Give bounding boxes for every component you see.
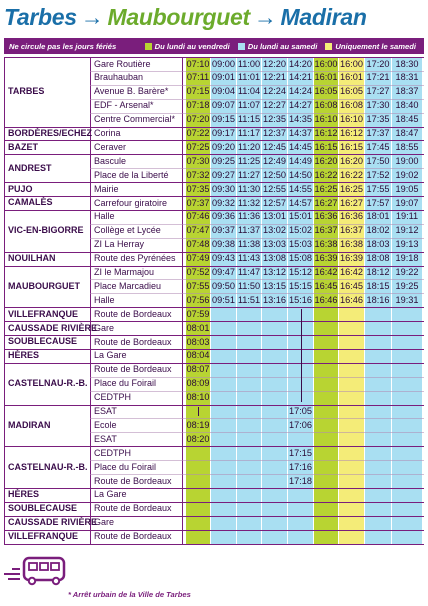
departure-time: 18:15: [366, 280, 390, 291]
departure-time: 07:11: [186, 72, 210, 83]
departure-time: 19:13: [395, 239, 419, 250]
departure-time: 11:37: [237, 225, 261, 236]
departure-time: 09:50: [212, 280, 235, 291]
stop-name: Avenue B. Barère*: [94, 86, 169, 97]
departure-time: 16:12: [314, 128, 338, 138]
departure-time: 11:36: [237, 211, 261, 222]
departure-time: 18:01: [366, 211, 390, 222]
departure-time: 12:50: [263, 169, 286, 180]
departure-time: 07:56: [186, 294, 210, 305]
stop-name: Route de Bordeaux: [94, 503, 172, 514]
departure-time: 18:02: [366, 225, 390, 236]
departure-time: 09:51: [212, 294, 235, 305]
departure-time: 08:04: [186, 350, 210, 361]
departure-time: 18:37: [395, 86, 419, 97]
departure-time: 18:55: [395, 141, 419, 152]
departure-time: 09:32: [212, 197, 235, 208]
departure-time: 17:18: [289, 475, 312, 486]
departure-time: 07:10: [186, 58, 210, 69]
row-divider: [4, 363, 424, 364]
town-name: VIC-EN-BIGORRE: [8, 225, 84, 236]
departure-time: 07:25: [186, 141, 210, 152]
departure-time: 08:20: [186, 433, 210, 444]
stop-name: CEDTPH: [94, 447, 132, 458]
stop-name: Place du Foirail: [94, 461, 157, 472]
town-name: MADIRAN: [8, 419, 51, 430]
departure-time: 11:20: [237, 141, 261, 152]
departure-time: 14:24: [289, 86, 312, 97]
footnote: * Arrêt urbain de la Ville de Tarbes: [68, 590, 191, 599]
legend-label: Du lundi au samedi: [247, 41, 318, 51]
departure-time: 17:37: [366, 128, 390, 138]
departure-time: 16:27: [340, 197, 363, 208]
stop-name: ESAT: [94, 406, 117, 416]
stop-name: Route de Bordeaux: [94, 475, 172, 486]
departure-time: 17:27: [366, 86, 390, 97]
departure-time: 16:45: [340, 280, 363, 291]
departure-time: 11:25: [237, 155, 261, 166]
departure-time: 15:16: [289, 294, 312, 305]
departure-time: 09:00: [212, 58, 235, 69]
town-name: CAUSSADE RIVIÈRE: [8, 322, 98, 333]
departure-time: 12:20: [263, 58, 286, 69]
stop-name: Place du Foirail: [94, 378, 157, 389]
departure-time: 11:17: [237, 128, 261, 138]
bus-icon: [4, 552, 86, 586]
town-name: CAMALÈS: [8, 197, 53, 208]
departure-time: 09:07: [212, 100, 235, 111]
legend-label: Uniquement le samedi: [335, 41, 416, 51]
departure-time: 07:22: [186, 128, 210, 138]
departure-time: 07:20: [186, 114, 210, 125]
departure-time: 07:59: [186, 308, 210, 319]
stop-name: Halle: [94, 294, 115, 305]
departure-time: 16:36: [340, 211, 363, 222]
departure-time: 09:43: [212, 253, 235, 264]
departure-time: 17:15: [289, 447, 312, 458]
departure-time: 16:01: [314, 72, 338, 83]
departure-time: 16:05: [314, 86, 338, 97]
departure-time: 16:10: [340, 114, 363, 125]
town-name: NOUILHAN: [8, 253, 56, 264]
stop-name: Route des Pyrénées: [94, 253, 176, 264]
departure-time: 07:35: [186, 183, 210, 194]
arrow-icon: →: [253, 3, 277, 30]
departure-time: 17:30: [366, 100, 390, 111]
arrow-icon: →: [80, 3, 104, 30]
town-name: PUJO: [8, 183, 33, 194]
row-divider: [4, 405, 424, 406]
departure-time: 16:25: [340, 183, 363, 194]
departure-time: 16:08: [314, 100, 338, 111]
departure-time: 18:16: [366, 294, 390, 305]
row-divider: [4, 349, 424, 350]
departure-time: 08:10: [186, 392, 210, 403]
departure-time: 16:42: [340, 267, 363, 277]
town-name: BAZET: [8, 141, 38, 152]
departure-time: 16:36: [314, 211, 338, 222]
stop-name: Place Marcadieu: [94, 280, 162, 291]
stop-name: EDF - Arsenal*: [94, 100, 154, 111]
departure-time: 17:55: [366, 183, 390, 194]
stop-name: Mairie: [94, 183, 119, 194]
departure-time: 18:30: [395, 58, 419, 69]
departure-time: 19:22: [395, 267, 419, 277]
departure-time: 17:50: [366, 155, 390, 166]
stop-name: ZI le Marmajou: [94, 267, 155, 277]
departure-time: 08:09: [186, 378, 210, 389]
departure-time: 16:22: [314, 169, 338, 180]
departure-time: 07:47: [186, 225, 210, 236]
stop-name: Bascule: [94, 155, 127, 166]
departure-time: 18:08: [366, 253, 390, 264]
stop-name: Collège et Lycée: [94, 225, 161, 236]
departure-time: 09:27: [212, 169, 235, 180]
departure-time: 11:50: [237, 280, 261, 291]
town-name: HÈRES: [8, 350, 40, 361]
title-via: Maubourguet: [107, 3, 250, 30]
departure-time: 16:10: [314, 114, 338, 125]
departure-time: 11:00: [237, 58, 261, 69]
stop-name: Ceraver: [94, 141, 127, 152]
departure-time: 13:08: [263, 253, 286, 264]
departure-time: 16:00: [314, 58, 338, 69]
departure-time: 16:20: [340, 155, 363, 166]
departure-time: 16:12: [340, 128, 363, 138]
departure-time: 16:15: [340, 141, 363, 152]
departure-time: 14:50: [289, 169, 312, 180]
departure-time: 09:36: [212, 211, 235, 222]
departure-time: 13:01: [263, 211, 286, 222]
pass-through-line: [301, 309, 302, 402]
departure-time: 12:45: [263, 141, 286, 152]
departure-time: 08:19: [186, 419, 210, 430]
town-name: MAUBOURGUET: [8, 280, 80, 291]
stop-name: Halle: [94, 211, 115, 222]
departure-time: 17:52: [366, 169, 390, 180]
departure-time: 16:01: [340, 72, 363, 83]
departure-time: 16:37: [314, 225, 338, 236]
stop-name: Gare Routière: [94, 58, 151, 69]
departure-time: 07:52: [186, 267, 210, 277]
departure-time: 14:27: [289, 100, 312, 111]
departure-time: 11:30: [237, 183, 261, 194]
column-divider: [182, 57, 183, 545]
town-name: CAUSSADE RIVIÈRE: [8, 517, 98, 528]
departure-time: 14:45: [289, 141, 312, 152]
stop-name: Route de Bordeaux: [94, 336, 172, 347]
departure-time: 12:37: [263, 128, 286, 138]
departure-time: 13:12: [263, 267, 286, 277]
departure-time: 07:18: [186, 100, 210, 111]
departure-time: 07:30: [186, 155, 210, 166]
departure-time: 16:45: [314, 280, 338, 291]
departure-time: 16:38: [314, 239, 338, 250]
departure-time: 11:04: [237, 86, 261, 97]
departure-time: 11:07: [237, 100, 261, 111]
departure-time: 14:37: [289, 128, 312, 138]
town-name: CASTELNAU-R.-B.: [8, 461, 88, 472]
title-destination: Madiran: [280, 3, 367, 30]
town-name: SOUBLECAUSE: [8, 503, 78, 514]
departure-time: 16:39: [314, 253, 338, 264]
stop-name: La Gare: [94, 489, 127, 500]
departure-time: 13:03: [263, 239, 286, 250]
stop-name: Route de Bordeaux: [94, 531, 172, 542]
departure-time: 19:25: [395, 280, 419, 291]
departure-time: 17:05: [289, 406, 312, 416]
departure-time: 09:47: [212, 267, 235, 277]
stop-name: Centre Commercial*: [94, 114, 176, 125]
row-divider: [90, 418, 424, 419]
departure-time: 16:25: [314, 183, 338, 194]
departure-time: 11:47: [237, 267, 261, 277]
stop-name: La Gare: [94, 350, 127, 361]
departure-time: 09:04: [212, 86, 235, 97]
stop-name: Gare: [94, 517, 115, 528]
departure-time: 14:57: [289, 197, 312, 208]
departure-time: 17:57: [366, 197, 390, 208]
departure-time: 15:08: [289, 253, 312, 264]
departure-time: 19:11: [395, 211, 419, 222]
stop-name: Brauhauban: [94, 72, 144, 83]
row-divider: [4, 446, 424, 447]
departure-time: 11:01: [237, 72, 261, 83]
stop-name: Carrefour giratoire: [94, 197, 168, 208]
departure-time: 07:55: [186, 280, 210, 291]
departure-time: 14:20: [289, 58, 312, 69]
departure-time: 07:15: [186, 86, 210, 97]
departure-time: 16:37: [340, 225, 363, 236]
departure-time: 11:38: [237, 239, 261, 250]
departure-time: 07:32: [186, 169, 210, 180]
departure-time: 09:25: [212, 155, 235, 166]
departure-time: 19:18: [395, 253, 419, 264]
row-divider: [90, 391, 424, 392]
departure-time: 12:57: [263, 197, 286, 208]
departure-time: 08:03: [186, 336, 210, 347]
departure-time: 16:05: [340, 86, 363, 97]
departure-time: 19:05: [395, 183, 419, 194]
departure-time: 19:31: [395, 294, 419, 305]
departure-time: 18:12: [366, 267, 390, 277]
departure-time: 14:49: [289, 155, 312, 166]
departure-time: 16:15: [314, 141, 338, 152]
departure-time: 16:08: [340, 100, 363, 111]
departure-time: 13:16: [263, 294, 286, 305]
town-name: BORDÈRES/ECHEZ: [8, 127, 93, 138]
departure-time: 16:46: [340, 294, 363, 305]
row-divider: [4, 488, 424, 489]
departure-time: 12:24: [263, 86, 286, 97]
departure-time: 14:55: [289, 183, 312, 194]
departure-time: 15:02: [289, 225, 312, 236]
departure-time: 13:02: [263, 225, 286, 236]
departure-time: 13:15: [263, 280, 286, 291]
departure-time: 16:00: [340, 58, 363, 69]
departure-time: 09:01: [212, 72, 235, 83]
departure-time: 18:45: [395, 114, 419, 125]
town-name: SOUBLECAUSE: [8, 336, 78, 347]
stop-name: ESAT: [94, 433, 117, 444]
departure-time: 09:38: [212, 239, 235, 250]
departure-time: 19:00: [395, 155, 419, 166]
title-origin: Tarbes: [4, 3, 77, 30]
stop-name: Route de Bordeaux: [94, 364, 172, 375]
stop-name: Place de la Liberté: [94, 169, 169, 180]
departure-time: 16:27: [314, 197, 338, 208]
departure-time: 15:01: [289, 211, 312, 222]
departure-time: 17:35: [366, 114, 390, 125]
departure-time: 17:16: [289, 461, 312, 472]
departure-time: 07:48: [186, 239, 210, 250]
departure-time: 07:37: [186, 197, 210, 208]
row-divider: [90, 432, 424, 433]
departure-time: 12:49: [263, 155, 286, 166]
stop-name: Gare: [94, 322, 115, 333]
departure-time: 09:15: [212, 114, 235, 125]
departure-time: 12:35: [263, 114, 286, 125]
stop-name: Route de Bordeaux: [94, 308, 172, 319]
departure-time: 12:21: [263, 72, 286, 83]
departure-time: 11:32: [237, 197, 261, 208]
departure-time: 19:12: [395, 225, 419, 236]
departure-time: 15:12: [289, 267, 312, 277]
stop-name: CEDTPH: [94, 392, 132, 403]
departure-time: 16:22: [340, 169, 363, 180]
town-name: ANDREST: [8, 162, 52, 173]
departure-time: 16:42: [314, 267, 338, 277]
departure-time: 09:37: [212, 225, 235, 236]
departure-time: 18:47: [395, 128, 419, 138]
departure-time: 07:49: [186, 253, 210, 264]
legend-label: Du lundi au vendredi: [154, 41, 230, 51]
departure-time: 18:40: [395, 100, 419, 111]
row-divider: [4, 544, 424, 545]
departure-time: 15:15: [289, 280, 312, 291]
departure-time: 11:15: [237, 114, 261, 125]
departure-time: 09:30: [212, 183, 235, 194]
departure-time: 19:07: [395, 197, 419, 208]
departure-time: 17:20: [366, 58, 390, 69]
departure-time: 07:46: [186, 211, 210, 222]
stop-name: Ecole: [94, 419, 117, 430]
departure-time: 18:03: [366, 239, 390, 250]
departure-time: 17:45: [366, 141, 390, 152]
departure-time: 11:43: [237, 253, 261, 264]
departure-time: 17:21: [366, 72, 390, 83]
departure-time: 16:46: [314, 294, 338, 305]
holiday-note: Ne circule pas les jours fériés: [9, 41, 117, 51]
town-name: TARBES: [8, 86, 45, 97]
departure-time: 16:39: [340, 253, 363, 264]
departure-time: 12:55: [263, 183, 286, 194]
stop-name: Corina: [94, 128, 121, 138]
departure-time: 19:02: [395, 169, 419, 180]
departure-time: 08:01: [186, 322, 210, 333]
departure-time: 16:38: [340, 239, 363, 250]
departure-time: 11:51: [237, 294, 261, 305]
departure-time: 16:20: [314, 155, 338, 166]
column-divider: [4, 57, 5, 545]
departure-time: 12:27: [263, 100, 286, 111]
departure-time: 14:35: [289, 114, 312, 125]
departure-time: 18:31: [395, 72, 419, 83]
town-name: CASTELNAU-R.-B.: [8, 378, 88, 389]
departure-time: 14:21: [289, 72, 312, 83]
departure-time: 15:03: [289, 239, 312, 250]
departure-time: 09:20: [212, 141, 235, 152]
pass-through-line: [198, 407, 199, 417]
departure-time: 08:07: [186, 364, 210, 375]
town-name: VILLEFRANQUE: [8, 531, 79, 542]
departure-time: 09:17: [212, 128, 235, 138]
stop-name: ZI La Herray: [94, 239, 145, 250]
town-name: HÈRES: [8, 489, 40, 500]
departure-time: 11:27: [237, 169, 261, 180]
departure-time: 17:06: [289, 419, 312, 430]
town-name: VILLEFRANQUE: [8, 308, 79, 319]
